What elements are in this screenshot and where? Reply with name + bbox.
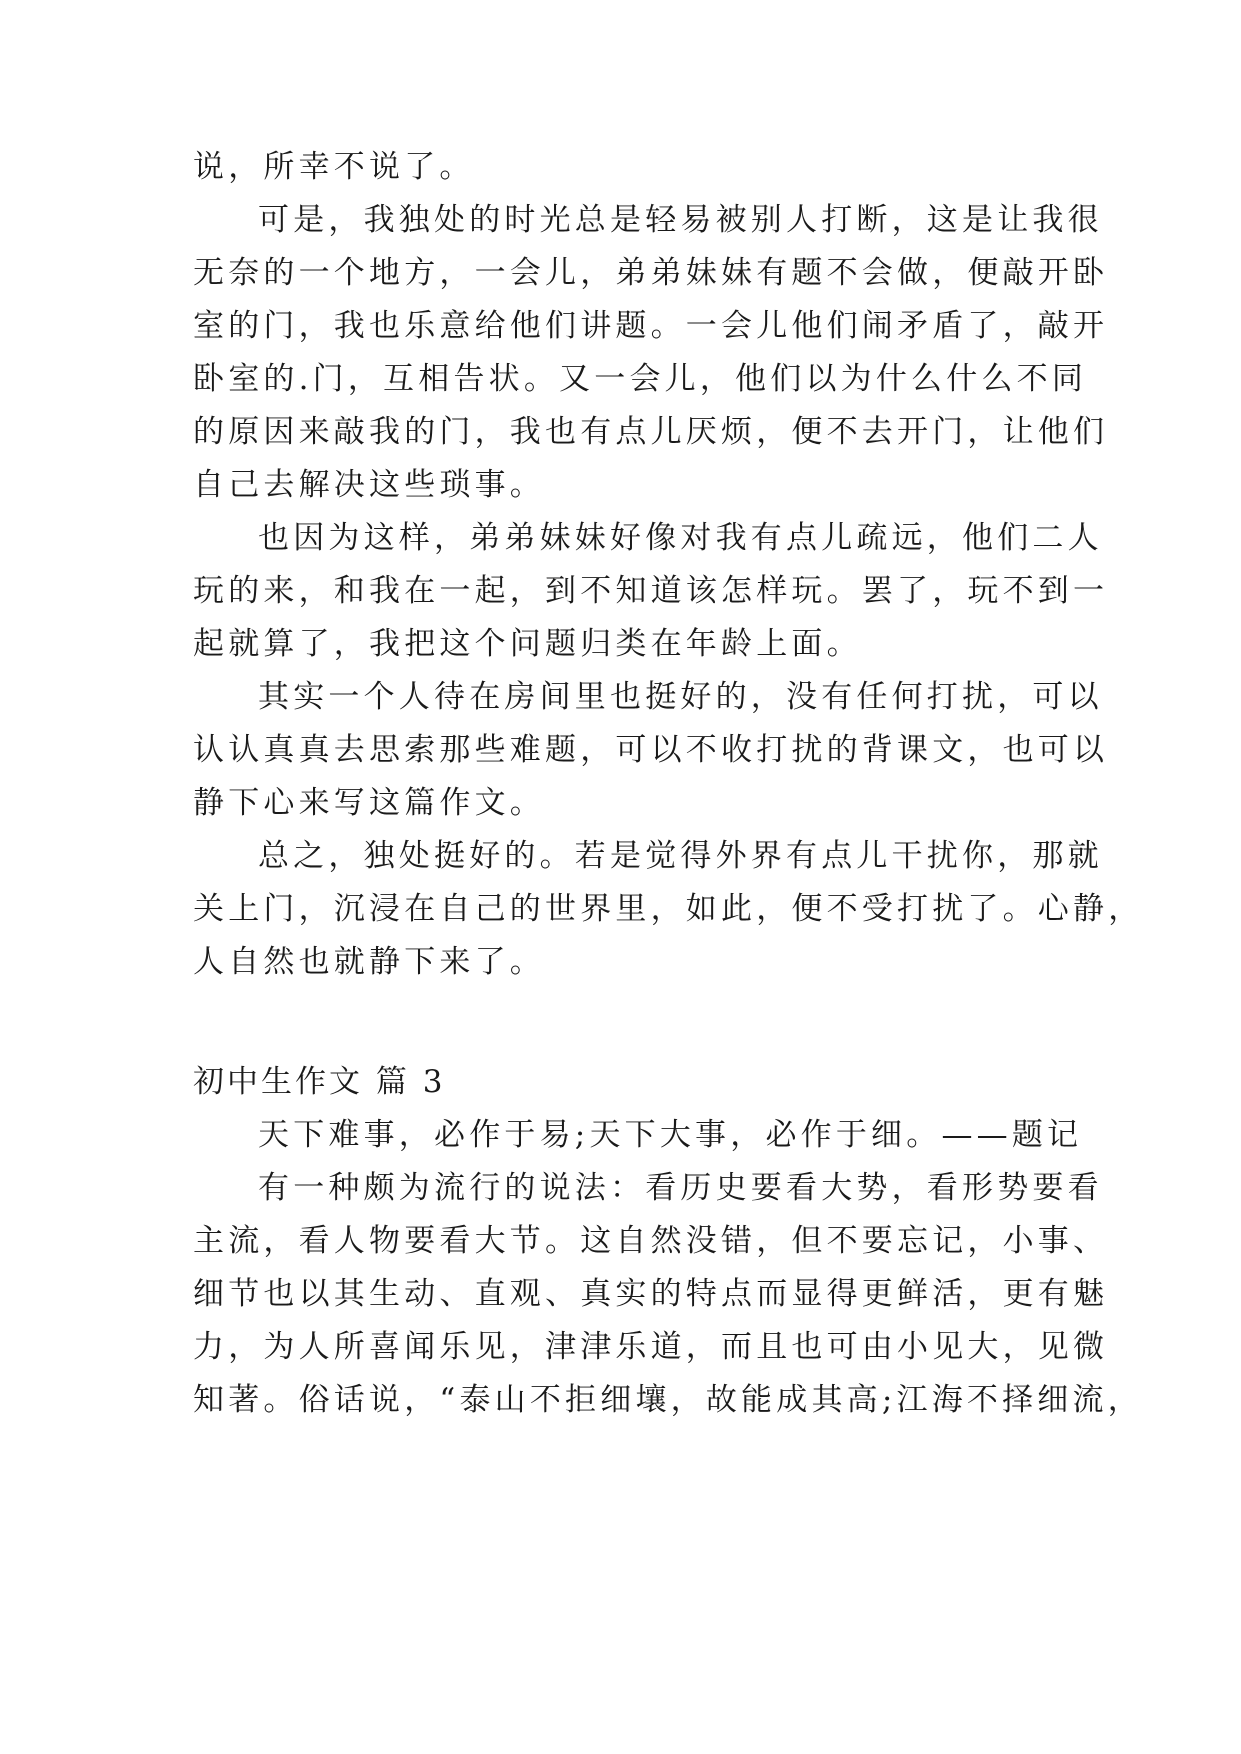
text-line: 人自然也就静下来了。 (193, 944, 545, 980)
text-line: 关上门，沉浸在自己的世界里，如此，便不受打扰了。心静， (193, 891, 1144, 927)
text-line: 说，所幸不说了。 (193, 149, 475, 185)
text-line: 认认真真去思索那些难题，可以不收打扰的背课文，也可以 (193, 732, 1109, 768)
paragraph-line: 也因为这样，弟弟妹妹好像对我有点儿疏远，他们二人 (258, 520, 1103, 556)
epigraph-line: 天下难事，必作于易;天下大事，必作于细。——题记 (258, 1117, 1083, 1153)
text-line: 无奈的一个地方，一会儿，弟弟妹妹有题不会做，便敲开卧 (193, 255, 1109, 291)
text-line: 知著。俗话说，“泰山不拒细壤，故能成其高;江海不择细流， (193, 1382, 1143, 1418)
paragraph-line: 其实一个人待在房间里也挺好的，没有任何打扰，可以 (258, 679, 1103, 715)
text-line: 自己去解决这些琐事。 (193, 467, 545, 503)
text-line: 室的门，我也乐意给他们讲题。一会儿他们闹矛盾了，敲开 (193, 308, 1109, 344)
paragraph-line: 总之，独处挺好的。若是觉得外界有点儿干扰你，那就 (258, 838, 1103, 874)
text-line: 力，为人所喜闻乐见，津津乐道，而且也可由小见大，见微 (193, 1329, 1109, 1365)
text-line: 玩的来，和我在一起，到不知道该怎样玩。罢了，玩不到一 (193, 573, 1109, 609)
text-line: 起就算了，我把这个问题归类在年龄上面。 (193, 626, 862, 662)
section-heading: 初中生作文 篇 3 (193, 1064, 446, 1100)
text-line: 卧室的.门，互相告状。又一会儿，他们以为什么什么不同 (193, 361, 1088, 397)
text-line: 静下心来写这篇作文。 (193, 785, 545, 821)
text-line: 细节也以其生动、直观、真实的特点而显得更鲜活，更有魅 (193, 1276, 1109, 1312)
text-line: 的原因来敲我的门，我也有点儿厌烦，便不去开门，让他们 (193, 414, 1109, 450)
text-line: 主流，看人物要看大节。这自然没错，但不要忘记，小事、 (193, 1223, 1109, 1259)
paragraph-line: 可是，我独处的时光总是轻易被别人打断，这是让我很 (258, 202, 1103, 238)
paragraph-line: 有一种颇为流行的说法：看历史要看大势，看形势要看 (258, 1170, 1103, 1206)
